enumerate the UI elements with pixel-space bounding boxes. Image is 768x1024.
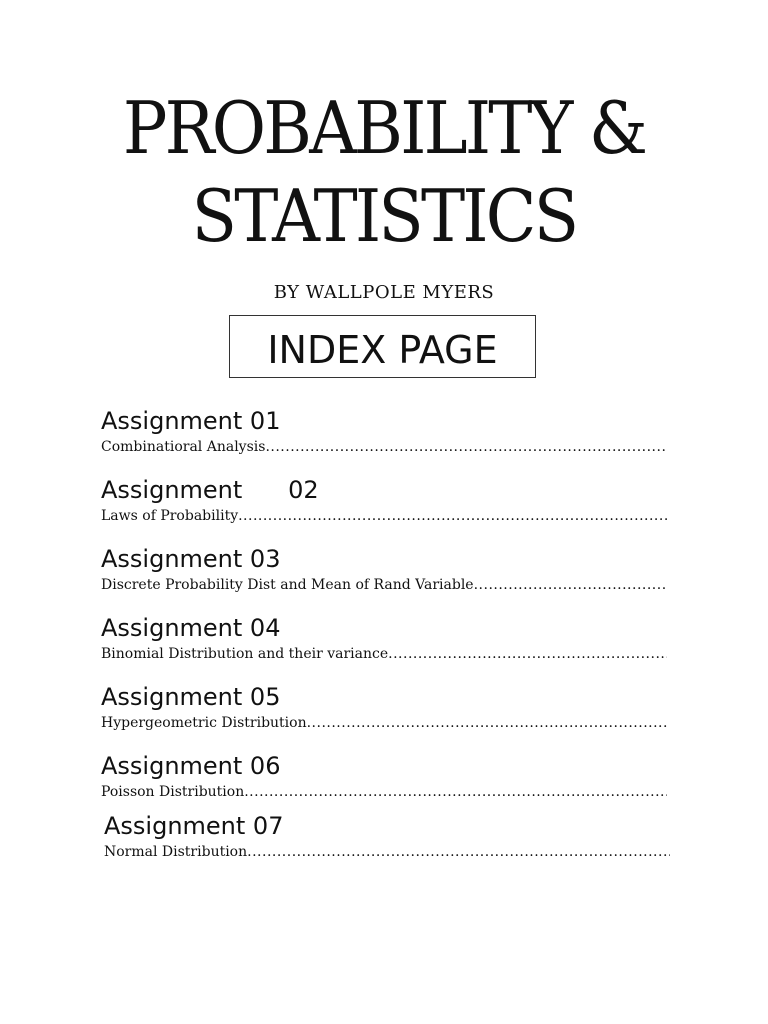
assignment-topic: Hypergeometric Distribution (101, 715, 307, 731)
dot-leader (265, 439, 667, 455)
document-title-line-2: STATISTICS (191, 174, 577, 258)
dot-leader (244, 784, 667, 800)
assignment-heading: Assignment 03 (101, 545, 281, 573)
assignment-topic-line (101, 784, 667, 800)
assignment-heading: Assignment 02 (101, 476, 319, 504)
assignment-heading: Assignment 04 (101, 614, 281, 642)
assignment-topic-line (101, 577, 667, 593)
assignment-heading: Assignment 05 (101, 683, 281, 711)
assignment-entry-01 (101, 408, 667, 455)
assignment-topic: Normal Distribution (104, 844, 248, 860)
assignment-entry-07 (104, 813, 670, 860)
assignment-topic-line (101, 646, 667, 662)
assignment-topic-line (104, 844, 670, 860)
assignment-topic: Binomial Distribution and their variance (101, 646, 389, 662)
assignment-topic: Laws of Probability (101, 508, 239, 524)
assignment-heading: Assignment 07 (104, 812, 284, 840)
author-byline: BY WALLPOLE MYERS (273, 282, 495, 303)
assignment-topic-line (101, 439, 667, 455)
index-page-heading-box: INDEX PAGE (229, 315, 536, 378)
assignment-entry-05 (101, 684, 667, 731)
assignment-heading: Assignment 01 (101, 407, 281, 435)
assignment-topic: Combinatioral Analysis (101, 439, 266, 455)
assignment-entry-06 (101, 753, 667, 800)
dot-leader (238, 508, 667, 524)
assignment-topic: Poisson Distribution (101, 784, 245, 800)
assignment-entry-02 (101, 477, 667, 524)
document-title-line-1: PROBABILITY & (122, 86, 646, 170)
assignment-topic-line (101, 715, 667, 731)
assignment-entry-03 (101, 546, 667, 593)
assignment-topic-line (101, 508, 667, 524)
dot-leader (474, 577, 667, 593)
assignment-entry-04 (101, 615, 667, 662)
assignment-topic: Discrete Probability Dist and Mean of Rand Variable (101, 577, 474, 593)
dot-leader (247, 844, 670, 860)
dot-leader (307, 715, 667, 731)
dot-leader (388, 646, 667, 662)
assignment-heading: Assignment 06 (101, 752, 281, 780)
